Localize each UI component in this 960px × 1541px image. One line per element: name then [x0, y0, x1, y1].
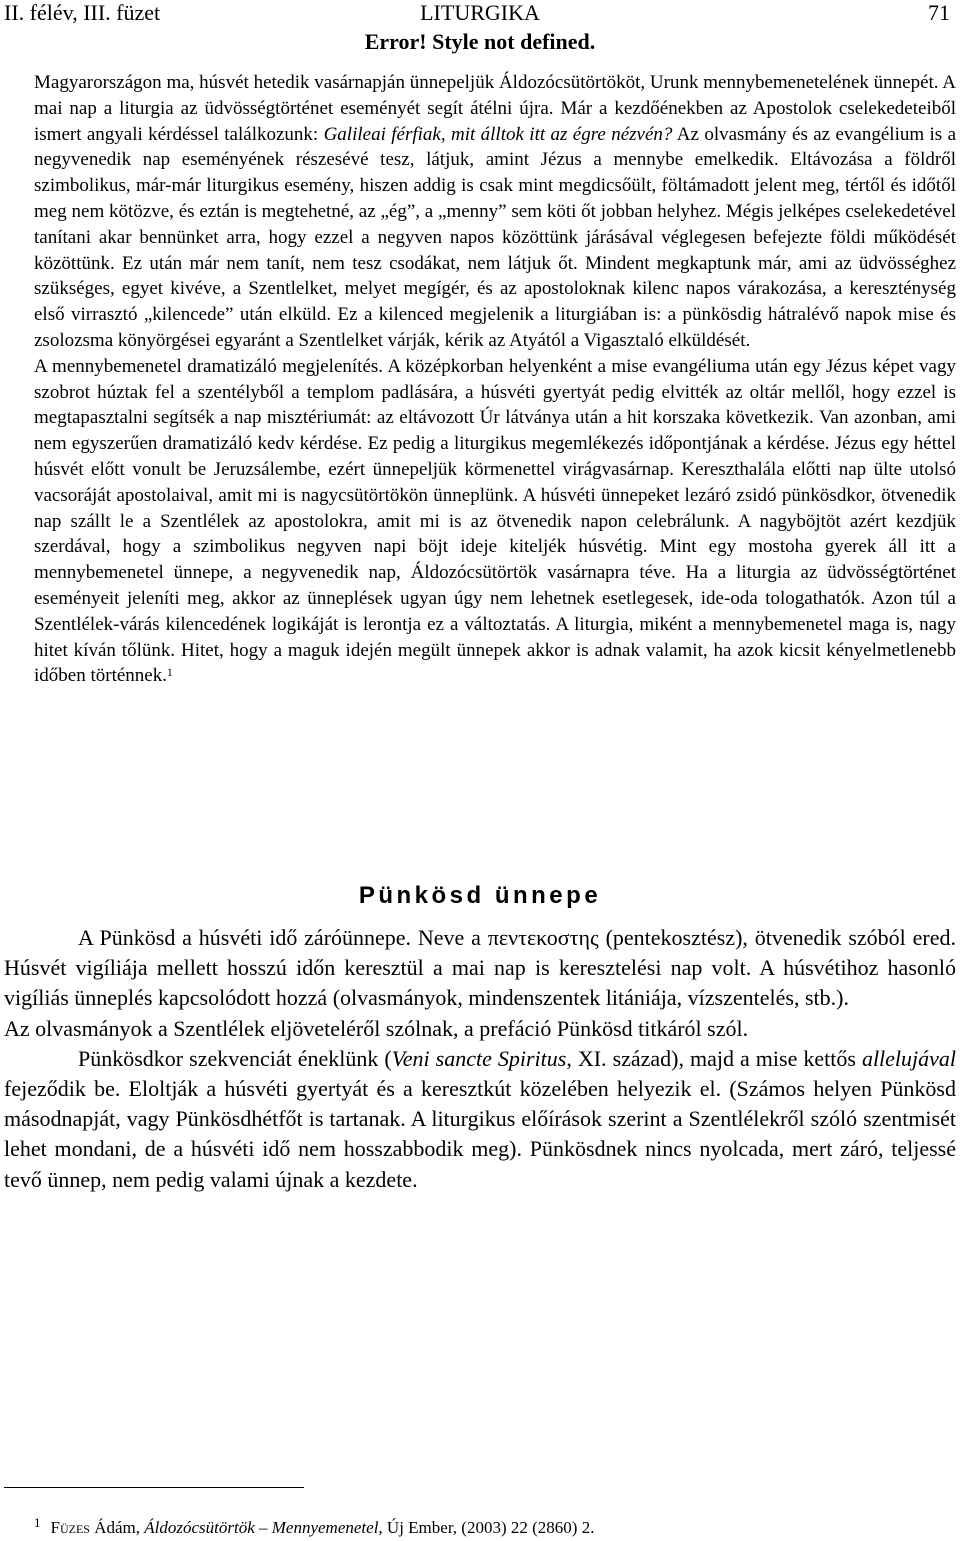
pentecost-p1-greek: πεντεκοστης: [487, 925, 599, 950]
pentecost-paragraph-2: Az olvasmányok a Szentlélek eljöveteléről szólnak, a prefáció Pünkösd titkáról szól.: [4, 1015, 749, 1041]
footnote-number: 1: [34, 1515, 41, 1530]
footnote-author: Füzes: [50, 1518, 90, 1537]
intro-p1-quote: Galileai férfiak, mit álltok itt az égre nézvén?: [323, 123, 673, 145]
footnote-divider: [4, 1487, 304, 1488]
pentecost-p3-text-c: fejeződik be. Eloltják a húsvéti gyertyát és a keresztkút közelében helyezik el. (Számos helyen Pünkösd másodnapját, vagy Pünkösdhétfőt is tartanak. A liturgikus előírások szerint a Szentlélekről szóló szentmisét lehet mondani, de a húsvéti idő nem hosszabbodik meg). Pünkösdnek nincs nyolcada, mert záró, teljessé tevő ünnep, nem pedig valami újnak a kezdete.: [4, 1076, 956, 1192]
footnote: [34, 1512, 594, 1539]
pentecost-p1-text-b: (pentekosztész), ötvenedik szóból ered. Húsvét vigíliája mellett hosszú időn keresztül a mai nap is keresztelési nap volt. A húsvétihoz hasonló vigíliás ünneplés kapcsolódott hozzá (olvasmányok, mindenszentek litániája, vízszentelés, stb.).: [4, 925, 957, 1011]
footnote-author-first: Ádám,: [89, 1518, 145, 1537]
intro-p1-text-a: Magyarországon ma, húsvét hetedik vasárnapján ünnepeljük Áldozócsütörtököt, Urunk mennybemenetelének ünnepét. A mai nap a liturgia az üdvösségtörténet eseményét segít átélni újra. Már a kezdőénekben az Apostolok cselekedeteiből ismert angyali kérdéssel találkozunk:: [34, 72, 956, 145]
pentecost-paragraph-3: [4, 1044, 956, 1195]
pentecost-p3-italic-1: Veni sancte Spiritus: [391, 1045, 567, 1071]
section-heading: Pünkösd ünnepe: [358, 882, 602, 909]
pentecost-section: [4, 923, 956, 1195]
header-title: LITURGIKA: [420, 0, 540, 25]
intro-section: [34, 70, 956, 689]
intro-paragraph-2: [34, 354, 956, 689]
intro-p1-text-b: Az olvasmány és az evangélium is a negyvenedik nap eseményének részesévé tesz, látjuk, amint Jézus a mennybe emelkedik. Eltávozása a földről szimbolikus, már-már liturgikus esemény, hiszen addig is csak mint megdicsőült, föltámadott jelent meg, tértől és időtől meg nem kötözve, és eztán is megtehetné, az „ég”, a „menny” sem köti őt jobban helyhez. Mégis jelképes cselekedetével tanítani akar bennünket arra, hogy ezzel a negyven napos közöttünk járásával véglegesen befejezte földi működését közöttünk. Ez után már nem tanít, nem tesz csodákat, nem látjuk őt. Mindent megkaptunk már, ami az üdvösséghez szükséges, egyet kivéve, a Szentlelket, melyet megígér, és az apostoloknak kilenc napos várakozása, a kereszténység első virrasztó „kilencede” után elküld. Ez a kilenced megjelenik a liturgiában is: a pünkösdig hátralévő napok mise és zsolozsma könyörgései egyaránt a Szentlelket várják, kérik az Atyától a Vigasztaló elküldését.: [34, 123, 957, 351]
footnote-ref[interactable]: 1: [166, 667, 173, 680]
page-number: 71: [928, 0, 950, 25]
footnote-publisher: Új Ember, (2003) 22 (2860) 2.: [382, 1518, 595, 1537]
pentecost-p3-text-a: Pünkösdkor szekvenciát éneklünk (: [78, 1045, 392, 1071]
header-error-text: Error! Style not defined.: [364, 29, 596, 54]
pentecost-paragraph-1: [4, 923, 956, 1014]
pentecost-p3-italic-2: allelujával: [861, 1045, 957, 1071]
intro-p2-text: A mennybemenetel dramatizáló megjelenítés. A középkorban helyenként a mise evangéliuma után egy Jézus képet vagy szobrot húztak fel a szentélyből a templom padlására, a húsvéti gyertyát pedig elvitték az oltár mellől, hogy ezzel is megtapasztalni segítsék a nap misztériumát: az eltávozott Úr látványa után a hit korszaka következik. Van azonban, ami nem egyszerűen dramatizáló kedv kérdése. Ez pedig a liturgikus megemlékezés időpontjának a kérdése. Jézus egy héttel húsvét előtt vonult be Jeruzsálembe, ezért ünnepeljük körmenettel virágvasárnap. Kereszthalála előtti nap ülte utolsó vacsoráját apostolaival, amit mi is nagycsütörtökön ünneplünk. A húsvéti ünnepeket lezáró zsidó pünkösdkor, ötvenedik nap szállt le a Szentlélek az apostolokra, amit mi is az ötvenedik napon celebrálunk. A nagyböjtöt azért kezdjük szerdával, hogy a szimbolikus negyven napi böjt ideje kiteljék húsvétig. Mint egy mostoha gyerek áll itt a mennybemenetel ünnepe, a negyvenedik nap, Áldozócsütörtök vasárnapra téve. Ha a liturgia az üdvösségtörténet eseményeit jeleníti meg, akkor az ünneplések ugyan úgy nem lehetnek esetlegesek, ide-oda tologathatók. Azon túl a Szentlélek-várás kilencedének logikáját is lerontja ez a változtatás. A liturgia, miként a mennybemenetel maga is, nagy hitet kíván tőlünk. Hitet, hogy a maguk idején megült ünnepek akkor is adnak valamit, ha azok kicsit kényelmetlenebb időben történnek.: [34, 355, 956, 687]
pentecost-p1-text-a: A Pünkösd a húsvéti idő záróünnepe. Neve a: [78, 925, 488, 950]
header-left: II. félév, III. füzet: [4, 0, 161, 25]
footnote-title: Áldozócsütörtök – Mennyemenetel,: [144, 1518, 383, 1537]
pentecost-p3-text-b: , XI. század), majd a mise kettős: [566, 1045, 862, 1071]
intro-paragraph-1: [34, 70, 956, 354]
